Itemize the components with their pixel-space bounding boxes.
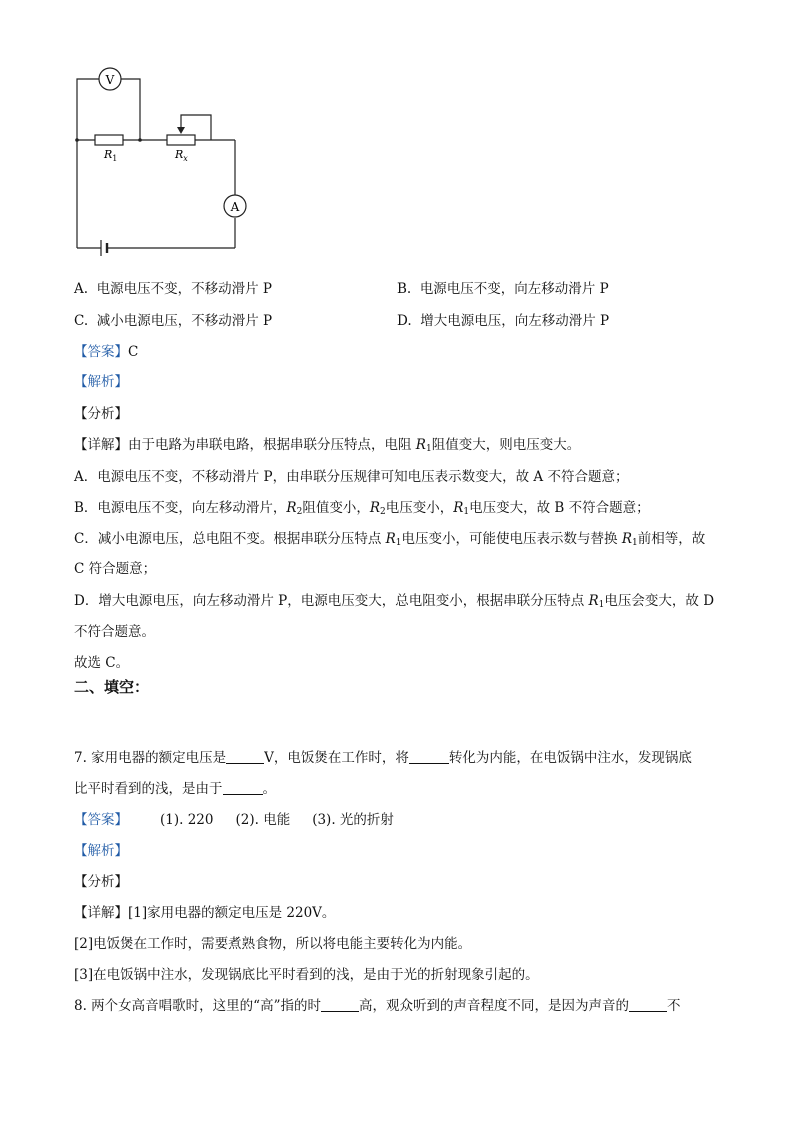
option-d: D. 增大电源电压，向左移动滑片 P [397, 313, 610, 329]
q7-analysis-tag: 【解析】 [74, 843, 128, 859]
q6-line-c: C．减小电源电压，总电阻不变。根据串联分压特点 $R_1$电压变小，可能使电压表示数与替换 $R_1$前相等，故 [74, 531, 706, 548]
ammeter-label: A [230, 200, 240, 214]
q7-detail-1: 【详解】[1]家用电器的额定电压是 220V。 [74, 905, 336, 921]
option-a: A. 电源电压不变，不移动滑片 P [74, 281, 273, 297]
q6-analysis-tag: 【解析】 [74, 374, 128, 390]
q7-detail-3: [3]在电饭锅中注水，发现锅底比平时看到的浅，是由于光的折射现象引起的。 [74, 967, 539, 983]
q8-stem: 8. 两个女高音唱歌时，这里的“高”指的时 高，观众听到的声音程度不同，是因为声音的 不 [74, 998, 681, 1014]
svg-text:R1 [103, 148, 117, 163]
q7-detail-2: [2]电饭煲在工作时，需要煮熟食物，所以将电能主要转化为内能。 [74, 936, 472, 952]
q7-stem-cont: 比平时看到的浅，是由于 。 [74, 781, 276, 797]
battery [101, 240, 107, 256]
r1-label: R [104, 148, 113, 161]
q7-stem: 7. 家用电器的额定电压是 V，电饭煲在工作时，将 转化为内能，在电饭锅中注水，发现锅底 [74, 750, 692, 766]
rx-sub: x [183, 154, 188, 163]
resistor-rx [167, 135, 195, 145]
q7-fenxi-tag: 【分析】 [74, 874, 128, 890]
section-title: 二、填空： [74, 678, 150, 696]
q6-answer: 【答案】C [74, 344, 139, 360]
q6-fenxi-tag: 【分析】 [74, 406, 128, 422]
resistor-r1 [95, 135, 123, 145]
ammeter [224, 195, 246, 217]
q6-line-d-cont: 不符合题意。 [74, 624, 155, 640]
option-b: B. 电源电压不变，向左移动滑片 P [397, 281, 609, 297]
q6-conclusion: 故选 C。 [74, 655, 130, 671]
voltmeter [99, 68, 121, 90]
svg-text:Rx [174, 148, 188, 163]
q7-answer: 【答案】 (1). 220 (2). 电能 (3). 光的折射 [74, 812, 394, 828]
rx-label: R [175, 148, 184, 161]
option-c: C. 减小电源电压，不移动滑片 P [74, 313, 273, 329]
voltmeter-label: V [105, 73, 115, 87]
q6-detail: 【详解】由于电路为串联电路，根据串联分压特点，电阻 $R_1$阻值变大，则电压变大。 [74, 437, 581, 454]
q6-line-a: A．电源电压不变，不移动滑片 P，由串联分压规律可知电压表示数变大，故 A 不符合题意； [74, 469, 629, 485]
circuit-diagram [60, 60, 260, 260]
q6-line-b: B．电源电压不变，向左移动滑片，$R_2$阻值变小，$R_2$电压变小，$R_1$电压变大，故 B 不符合题意； [74, 500, 650, 517]
q6-line-d: D．增大电源电压，向左移动滑片 P，电源电压变大，总电阻变小，根据串联分压特点 $R_1$电压会变大，故 D [74, 593, 715, 610]
q6-line-c-cont: C 符合题意； [74, 561, 157, 577]
r1-sub: 1 [112, 154, 118, 163]
